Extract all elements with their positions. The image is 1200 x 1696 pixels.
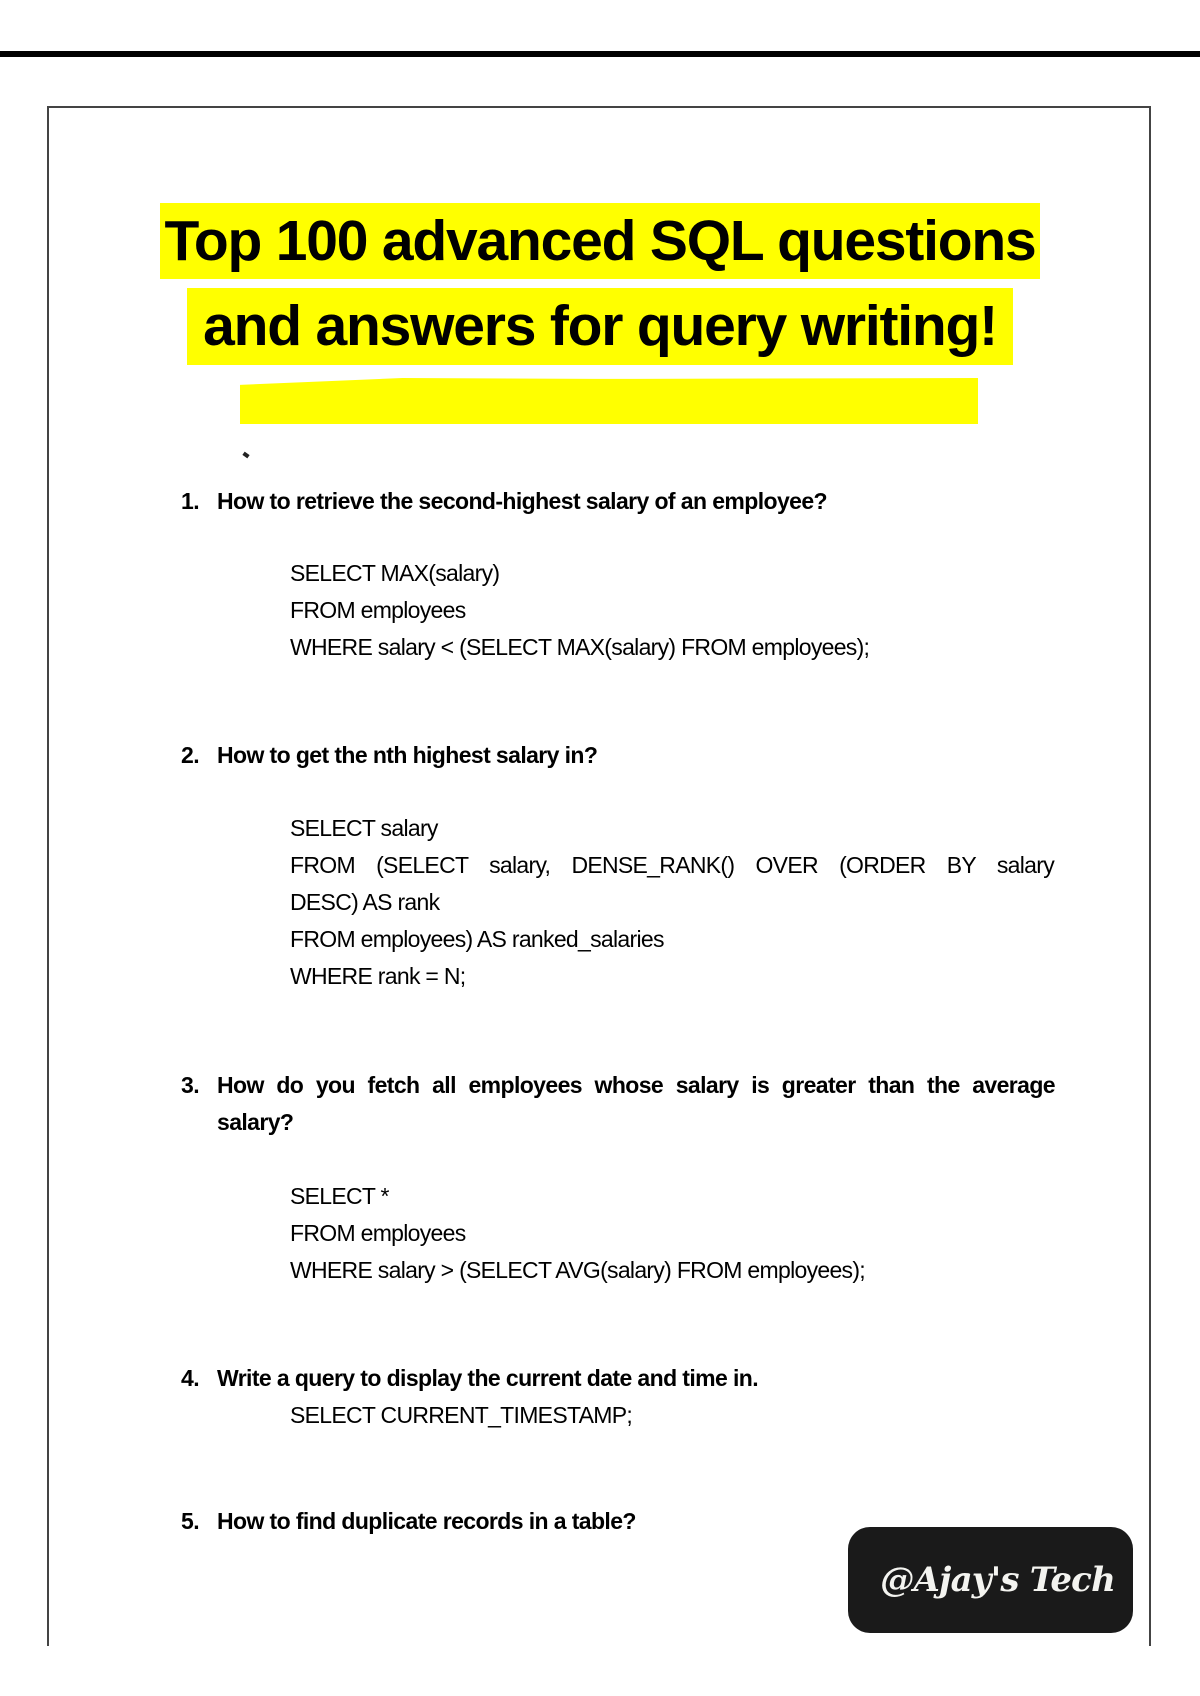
top-rule-divider <box>0 51 1200 57</box>
question-text: How to find duplicate records in a table? <box>217 1508 636 1534</box>
code-line: SELECT MAX(salary) <box>290 560 500 586</box>
question-2 <box>181 737 1055 774</box>
question-number: 3. <box>181 1072 199 1098</box>
document-title-line-2: and answers for query writing! <box>187 288 1013 365</box>
code-line: FROM employees <box>290 1220 466 1246</box>
highlighter-redaction <box>240 378 978 424</box>
question-text: How to retrieve the second-highest salary of an employee? <box>217 488 827 514</box>
question-3 <box>181 1067 1055 1141</box>
watermark-label: @Ajay's Tech <box>880 1560 1115 1600</box>
question-1 <box>181 483 1055 520</box>
question-number: 2. <box>181 742 199 768</box>
document-title-line-1: Top 100 advanced SQL questions <box>160 203 1040 279</box>
code-line: WHERE salary < (SELECT MAX(salary) FROM employees); <box>290 634 870 660</box>
question-number: 4. <box>181 1365 199 1391</box>
code-line: SELECT salary <box>290 815 438 841</box>
code-block-4 <box>290 1397 1054 1434</box>
question-number: 5. <box>181 1508 199 1534</box>
question-4 <box>181 1360 1055 1397</box>
code-line: FROM employees) AS ranked_salaries <box>290 926 664 952</box>
code-block-1 <box>290 555 1054 666</box>
code-line: SELECT * <box>290 1183 389 1209</box>
code-line: SELECT CURRENT_TIMESTAMP; <box>290 1402 633 1428</box>
code-line: FROM (SELECT salary, DENSE_RANK() OVER (ORDER BY salary <box>290 852 1054 878</box>
question-text: Write a query to display the current date and time in. <box>217 1365 759 1391</box>
code-line: FROM employees <box>290 597 466 623</box>
code-line: DESC) AS rank <box>290 889 440 915</box>
code-block-3 <box>290 1178 1054 1289</box>
question-text: How to get the nth highest salary in? <box>217 742 598 768</box>
code-block-2 <box>290 810 1054 995</box>
watermark-badge <box>848 1527 1133 1633</box>
question-number: 1. <box>181 488 199 514</box>
question-text: How do you fetch all employees whose salary is greater than the average salary? <box>217 1072 1055 1135</box>
code-line: WHERE rank = N; <box>290 963 466 989</box>
code-line: WHERE salary > (SELECT AVG(salary) FROM employees); <box>290 1257 866 1283</box>
